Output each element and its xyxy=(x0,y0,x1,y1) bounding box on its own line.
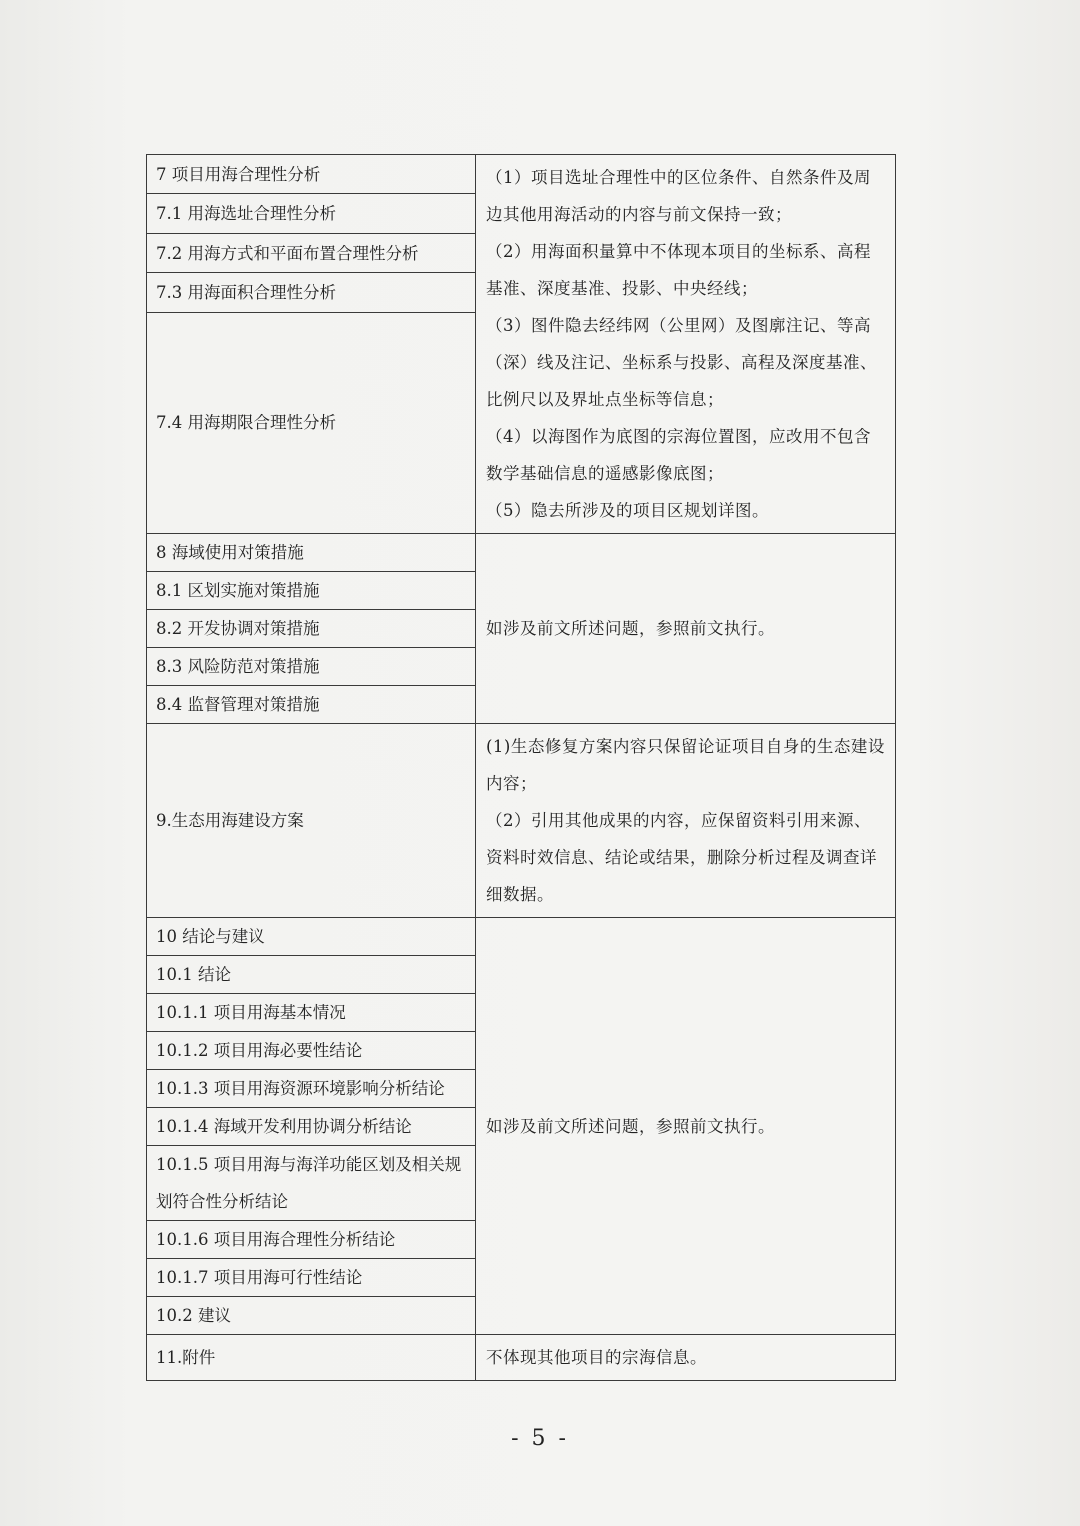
table-row xyxy=(147,724,896,918)
page-number: - 5 - xyxy=(511,1426,569,1451)
section-notes xyxy=(476,918,896,1335)
section-item: 8.4 监督管理对策措施 xyxy=(147,686,476,724)
section-item: 10 结论与建议 xyxy=(147,918,476,956)
section-item: 10.1.7 项目用海可行性结论 xyxy=(147,1259,476,1297)
section-notes xyxy=(476,534,896,724)
section-item: 10.1.3 项目用海资源环境影响分析结论 xyxy=(147,1070,476,1108)
section-item: 8.3 风险防范对策措施 xyxy=(147,648,476,686)
section-item: 8 海域使用对策措施 xyxy=(147,534,476,572)
note-text: （4）以海图作为底图的宗海位置图，应改用不包含数学基础信息的遥感影像底图； xyxy=(486,427,871,483)
section-item: 10.1.1 项目用海基本情况 xyxy=(147,994,476,1032)
section-item: 10.1.4 海域开发利用协调分析结论 xyxy=(147,1108,476,1146)
table-row xyxy=(147,534,896,572)
table-row xyxy=(147,918,896,956)
note-text: 不体现其他项目的宗海信息。 xyxy=(486,1348,707,1367)
note-text: （2）用海面积量算中不体现本项目的坐标系、高程基准、深度基准、投影、中央经线； xyxy=(486,242,871,298)
note-text: （3）图件隐去经纬网（公里网）及图廓注记、等高（深）线及注记、坐标系与投影、高程及深度基准、比例尺以及界址点坐标等信息； xyxy=(486,316,877,409)
section-notes xyxy=(476,1335,896,1381)
section-item: 10.2 建议 xyxy=(147,1297,476,1335)
section-item: 8.1 区划实施对策措施 xyxy=(147,572,476,610)
note-text: （1）项目选址合理性中的区位条件、自然条件及周边其他用海活动的内容与前文保持一致； xyxy=(486,168,871,224)
section-item: 8.2 开发协调对策措施 xyxy=(147,610,476,648)
section-item: 10.1.6 项目用海合理性分析结论 xyxy=(147,1221,476,1259)
section-item: 10.1.2 项目用海必要性结论 xyxy=(147,1032,476,1070)
note-text: (1)生态修复方案内容只保留论证项目自身的生态建设内容； xyxy=(486,737,885,793)
note-text: 如涉及前文所述问题，参照前文执行。 xyxy=(486,1116,775,1136)
section-item: 7.4 用海期限合理性分析 xyxy=(147,312,476,533)
section-notes xyxy=(476,724,896,918)
table-row xyxy=(147,155,896,194)
section-item: 10.1.5 项目用海与海洋功能区划及相关规划符合性分析结论 xyxy=(147,1146,476,1221)
section-item: 7.1 用海选址合理性分析 xyxy=(147,194,476,233)
section-item: 10.1 结论 xyxy=(147,956,476,994)
note-text: （2）引用其他成果的内容，应保留资料引用来源、资料时效信息、结论或结果，删除分析过程及调查详细数据。 xyxy=(486,811,877,904)
table-row xyxy=(147,1335,896,1381)
note-text: 如涉及前文所述问题，参照前文执行。 xyxy=(486,619,775,638)
note-text: （5）隐去所涉及的项目区规划详图。 xyxy=(486,501,769,520)
section-notes xyxy=(476,155,896,534)
section-item: 11.附件 xyxy=(147,1335,476,1381)
section-item: 9.生态用海建设方案 xyxy=(147,724,476,918)
section-item: 7.3 用海面积合理性分析 xyxy=(147,273,476,312)
section-item: 7 项目用海合理性分析 xyxy=(147,155,476,194)
section-item: 7.2 用海方式和平面布置合理性分析 xyxy=(147,233,476,272)
requirements-table xyxy=(146,154,896,1381)
